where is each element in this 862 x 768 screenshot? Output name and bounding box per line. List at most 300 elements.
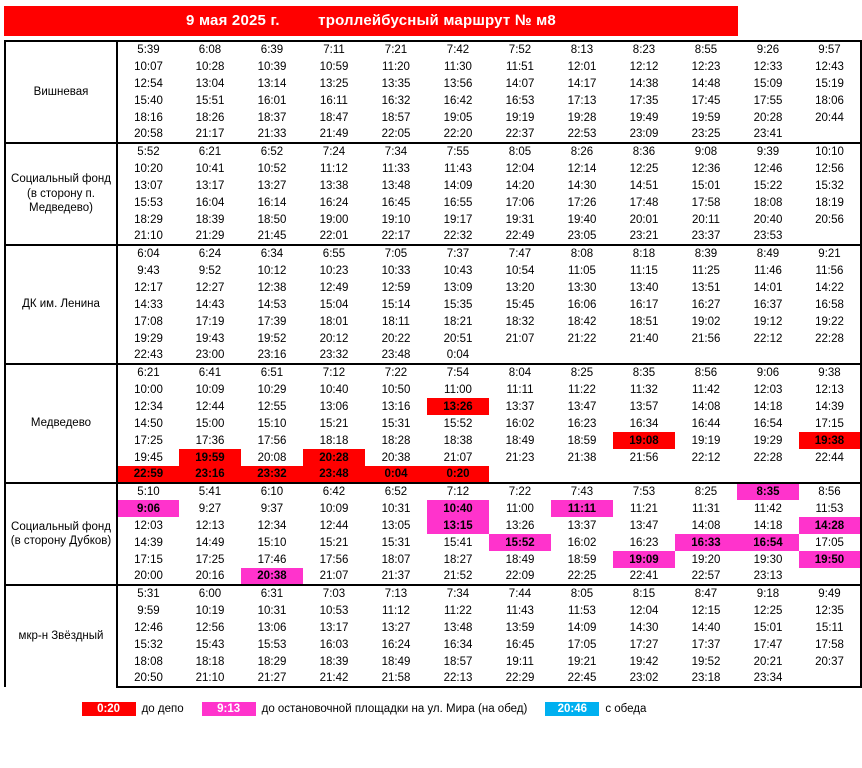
departure-time: 10:09 [319, 502, 349, 515]
departure-time: 23:13 [737, 568, 799, 585]
table-row [5, 398, 861, 415]
departure-time: 12:44 [195, 400, 225, 413]
departure-time: 19:02 [691, 315, 721, 328]
departure-time: 14:33 [134, 298, 163, 311]
table-row [5, 500, 861, 517]
departure-time: 7:03 [303, 585, 365, 602]
departure-time: 11:43 [506, 604, 534, 617]
departure-time [799, 670, 861, 687]
departure-time: 20:44 [799, 109, 861, 126]
stop-name: Социальный фонд (в сторону Дубков) [5, 483, 117, 585]
departure-time: 12:27 [195, 281, 225, 294]
departure-time: 7:12 [303, 364, 365, 381]
departure-time: 22:41 [613, 568, 675, 585]
departure-time: 14:01 [753, 281, 783, 294]
departure-time: 20:51 [443, 332, 473, 345]
departure-time: 19:59 [179, 449, 241, 466]
departure-time: 16:04 [195, 196, 225, 209]
departure-time: 12:34 [134, 400, 163, 413]
departure-time: 18:16 [134, 111, 163, 124]
departure-time [799, 228, 861, 245]
departure-time: 15:53 [257, 638, 287, 651]
departure-time: 8:18 [613, 245, 675, 262]
departure-time: 17:26 [567, 196, 597, 209]
page-header [4, 6, 738, 36]
departure-time: 22:13 [427, 670, 489, 687]
departure-time: 20:40 [753, 213, 783, 226]
departure-time: 10:50 [381, 383, 411, 396]
departure-time: 19:40 [567, 213, 597, 226]
departure-time: 20:38 [241, 568, 303, 585]
departure-time: 10:00 [134, 383, 163, 396]
departure-time [489, 347, 551, 364]
departure-time: 15:41 [443, 536, 473, 549]
departure-time: 17:05 [567, 638, 597, 651]
departure-time: 13:15 [427, 517, 489, 534]
departure-time: 19:29 [753, 434, 783, 447]
departure-time: 17:39 [257, 315, 287, 328]
departure-time: 21:22 [567, 332, 597, 345]
departure-time: 18:49 [505, 553, 535, 566]
departure-time: 13:06 [319, 400, 349, 413]
departure-time: 5:39 [117, 41, 179, 58]
departure-time: 21:49 [303, 126, 365, 143]
departure-time: 6:21 [117, 364, 179, 381]
departure-time: 17:46 [257, 553, 287, 566]
departure-time: 7:37 [427, 245, 489, 262]
departure-time: 13:37 [567, 519, 597, 532]
departure-time: 12:14 [567, 162, 597, 175]
departure-time: 9:27 [198, 502, 222, 515]
departure-time: 15:31 [381, 417, 411, 430]
departure-time: 10:23 [319, 264, 349, 277]
departure-time: 14:30 [567, 179, 597, 192]
departure-time: 10:29 [257, 383, 287, 396]
departure-time [613, 347, 675, 364]
departure-time: 18:57 [381, 111, 411, 124]
departure-time: 18:47 [319, 111, 349, 124]
departure-time: 16:45 [505, 638, 535, 651]
departure-time: 8:39 [675, 245, 737, 262]
departure-time: 20:22 [381, 332, 411, 345]
departure-time: 13:40 [629, 281, 659, 294]
departure-time: 7:54 [427, 364, 489, 381]
departure-time: 11:53 [568, 604, 596, 617]
departure-time: 21:23 [505, 451, 535, 464]
departure-time: 22:49 [489, 228, 551, 245]
departure-time: 12:01 [567, 60, 597, 73]
header-route: троллейбусный маршрут № м8 [318, 12, 556, 29]
departure-time: 15:04 [319, 298, 349, 311]
departure-time: 10:53 [319, 604, 349, 617]
departure-time: 9:43 [137, 264, 160, 277]
table-row [5, 58, 861, 75]
departure-time: 21:38 [567, 451, 597, 464]
departure-time: 13:16 [381, 400, 411, 413]
departure-time: 21:10 [117, 228, 179, 245]
departure-time: 13:59 [505, 621, 535, 634]
departure-time: 10:07 [134, 60, 163, 73]
departure-time: 16:45 [381, 196, 411, 209]
departure-time: 14:08 [691, 519, 721, 532]
departure-time: 8:56 [675, 364, 737, 381]
departure-time: 7:34 [365, 143, 427, 160]
departure-time: 22:29 [489, 670, 551, 687]
departure-time: 17:19 [195, 315, 225, 328]
departure-time: 9:06 [117, 500, 179, 517]
departure-time: 19:12 [753, 315, 783, 328]
departure-time: 6:52 [241, 143, 303, 160]
departure-time: 20:16 [179, 568, 241, 585]
departure-time: 16:32 [381, 94, 411, 107]
departure-time: 7:44 [489, 585, 551, 602]
departure-time: 11:20 [382, 60, 410, 73]
departure-time: 13:17 [195, 179, 225, 192]
departure-time: 23:18 [675, 670, 737, 687]
table-row [5, 636, 861, 653]
departure-time: 15:01 [691, 179, 721, 192]
departure-time: 10:33 [381, 264, 411, 277]
departure-time: 14:39 [799, 398, 861, 415]
departure-time: 9:18 [737, 585, 799, 602]
departure-time: 11:21 [630, 502, 658, 515]
departure-time: 21:42 [303, 670, 365, 687]
departure-time: 20:28 [753, 111, 783, 124]
departure-time: 8:49 [737, 245, 799, 262]
departure-time: 13:06 [257, 621, 287, 634]
departure-time: 19:11 [506, 655, 534, 668]
departure-time [675, 466, 737, 483]
table-row [5, 160, 861, 177]
departure-time: 13:20 [505, 281, 535, 294]
departure-time: 8:25 [675, 483, 737, 500]
departure-time: 18:08 [134, 655, 163, 668]
departure-time: 22:20 [427, 126, 489, 143]
table-row [5, 432, 861, 449]
departure-time: 20:11 [692, 213, 720, 226]
departure-time: 12:17 [134, 281, 163, 294]
departure-time: 14:30 [629, 621, 659, 634]
departure-time: 11:00 [444, 383, 472, 396]
departure-time: 12:46 [753, 162, 783, 175]
departure-time: 21:52 [427, 568, 489, 585]
departure-time: 23:09 [613, 126, 675, 143]
departure-time: 17:37 [691, 638, 721, 651]
departure-time: 13:07 [134, 179, 163, 192]
departure-time: 15:53 [134, 196, 163, 209]
departure-time: 12:56 [195, 621, 225, 634]
departure-time: 9:59 [137, 604, 160, 617]
departure-time: 7:52 [489, 41, 551, 58]
departure-time: 18:59 [567, 434, 597, 447]
table-row [5, 245, 861, 262]
departure-time: 19:52 [691, 655, 721, 668]
departure-time: 17:13 [567, 94, 597, 107]
departure-time: 11:00 [506, 502, 534, 515]
departure-time: 18:08 [753, 196, 783, 209]
departure-time: 14:07 [505, 77, 535, 90]
departure-time: 12:43 [799, 58, 861, 75]
departure-time: 15:45 [505, 298, 535, 311]
departure-time: 13:56 [443, 77, 473, 90]
departure-time: 14:08 [691, 400, 721, 413]
departure-time: 8:36 [613, 143, 675, 160]
departure-time: 12:03 [753, 383, 783, 396]
departure-time: 10:20 [134, 162, 163, 175]
departure-time: 20:00 [117, 568, 179, 585]
departure-time: 15:11 [799, 619, 861, 636]
departure-time: 14:17 [567, 77, 597, 90]
departure-time: 18:29 [134, 213, 163, 226]
departure-time: 22:01 [303, 228, 365, 245]
departure-time: 14:22 [799, 279, 861, 296]
table-row [5, 262, 861, 279]
departure-time: 21:37 [365, 568, 427, 585]
departure-time: 8:05 [551, 585, 613, 602]
departure-time: 18:11 [382, 315, 410, 328]
departure-time: 13:35 [381, 77, 411, 90]
departure-time: 19:29 [134, 332, 163, 345]
departure-time: 16:03 [319, 638, 349, 651]
departure-time: 7:05 [365, 245, 427, 262]
departure-time: 23:34 [737, 670, 799, 687]
departure-time: 20:37 [799, 653, 861, 670]
departure-time: 12:13 [799, 381, 861, 398]
departure-time: 18:50 [257, 213, 287, 226]
departure-time: 0:20 [427, 466, 489, 483]
departure-time: 18:19 [799, 194, 861, 211]
departure-time: 16:23 [567, 417, 597, 430]
departure-time [799, 126, 861, 143]
departure-time: 13:27 [381, 621, 411, 634]
departure-time: 15:10 [257, 536, 287, 549]
departure-time: 18:18 [319, 434, 349, 447]
departure-time: 15:10 [257, 417, 287, 430]
departure-time: 10:09 [195, 383, 225, 396]
departure-time: 13:27 [257, 179, 287, 192]
departure-time: 15:09 [753, 77, 783, 90]
departure-time: 19:43 [195, 332, 225, 345]
departure-time: 12:04 [629, 604, 659, 617]
departure-time: 6:10 [241, 483, 303, 500]
table-row [5, 534, 861, 551]
table-row [5, 517, 861, 534]
table-row [5, 126, 861, 143]
departure-time: 9:08 [675, 143, 737, 160]
departure-time: 11:05 [568, 264, 596, 277]
departure-time: 19:30 [753, 553, 783, 566]
departure-time: 16:01 [257, 94, 287, 107]
stop-name: ДК им. Ленина [5, 245, 117, 364]
departure-time: 19:08 [613, 432, 675, 449]
departure-time: 19:00 [319, 213, 349, 226]
departure-time: 13:48 [443, 621, 473, 634]
departure-time: 8:08 [551, 245, 613, 262]
table-row [5, 177, 861, 194]
table-row [5, 364, 861, 381]
departure-time: 21:07 [303, 568, 365, 585]
table-row [5, 466, 861, 483]
departure-time: 6:42 [303, 483, 365, 500]
table-row [5, 551, 861, 568]
departure-time: 7:34 [427, 585, 489, 602]
departure-time: 15:31 [381, 536, 411, 549]
departure-time: 19:19 [691, 434, 721, 447]
table-row [5, 619, 861, 636]
departure-time: 17:58 [799, 636, 861, 653]
departure-time [737, 466, 799, 483]
departure-time: 15:40 [134, 94, 163, 107]
departure-time: 13:25 [319, 77, 349, 90]
departure-time: 17:55 [753, 94, 783, 107]
departure-time: 14:50 [134, 417, 163, 430]
departure-time: 12:49 [319, 281, 349, 294]
departure-time: 10:40 [427, 500, 489, 517]
departure-time: 21:33 [241, 126, 303, 143]
departure-time: 22:45 [551, 670, 613, 687]
departure-time: 6:24 [179, 245, 241, 262]
departure-time: 13:38 [319, 179, 349, 192]
departure-time: 22:09 [489, 568, 551, 585]
departure-time: 7:21 [365, 41, 427, 58]
departure-time: 19:28 [567, 111, 597, 124]
departure-time: 20:38 [381, 451, 411, 464]
departure-time: 18:18 [195, 655, 225, 668]
departure-time: 9:37 [260, 502, 284, 515]
departure-time: 7:42 [427, 41, 489, 58]
departure-time: 23:41 [737, 126, 799, 143]
departure-time: 22:12 [691, 451, 721, 464]
departure-time: 14:09 [443, 179, 473, 192]
departure-time: 6:04 [117, 245, 179, 262]
departure-time: 14:28 [799, 517, 861, 534]
departure-time: 12:56 [799, 160, 861, 177]
departure-time: 12:44 [319, 519, 349, 532]
departure-time: 22:28 [753, 451, 783, 464]
table-row [5, 41, 861, 58]
table-row [5, 585, 861, 602]
departure-time: 9:06 [737, 364, 799, 381]
departure-time: 18:39 [319, 655, 349, 668]
table-row [5, 296, 861, 313]
departure-time: 11:32 [630, 383, 658, 396]
departure-time: 11:25 [692, 264, 720, 277]
departure-time: 21:56 [691, 332, 721, 345]
departure-time: 13:26 [505, 519, 535, 532]
departure-time: 15:01 [753, 621, 783, 634]
departure-time: 23:32 [241, 466, 303, 483]
departure-time: 16:23 [629, 536, 659, 549]
departure-time: 15:52 [489, 534, 551, 551]
departure-time: 16:42 [443, 94, 473, 107]
departure-time: 17:56 [319, 553, 349, 566]
departure-time: 7:24 [303, 143, 365, 160]
departure-time: 10:12 [257, 264, 287, 277]
departure-time: 18:57 [443, 655, 473, 668]
departure-time: 12:46 [134, 621, 163, 634]
departure-time: 19:17 [443, 213, 473, 226]
departure-time: 11:46 [754, 264, 782, 277]
departure-time: 16:44 [691, 417, 721, 430]
departure-time: 15:32 [134, 638, 163, 651]
departure-time: 19:45 [134, 451, 163, 464]
departure-time: 0:04 [427, 347, 489, 364]
departure-time: 18:27 [443, 553, 473, 566]
departure-time: 20:58 [117, 126, 179, 143]
departure-time: 22:28 [799, 330, 861, 347]
departure-time: 16:14 [257, 196, 287, 209]
departure-time: 9:26 [737, 41, 799, 58]
departure-time [799, 347, 861, 364]
departure-time: 13:51 [691, 281, 721, 294]
departure-time: 16:53 [505, 94, 535, 107]
departure-time: 5:10 [117, 483, 179, 500]
departure-time [613, 466, 675, 483]
departure-time: 20:28 [303, 449, 365, 466]
departure-time: 18:51 [629, 315, 659, 328]
departure-time [799, 568, 861, 585]
departure-time: 12:54 [134, 77, 163, 90]
departure-time: 6:31 [241, 585, 303, 602]
table-row [5, 194, 861, 211]
departure-time: 13:30 [567, 281, 597, 294]
table-row [5, 313, 861, 330]
departure-time: 18:07 [381, 553, 411, 566]
departure-time: 22:25 [551, 568, 613, 585]
departure-time: 13:47 [629, 519, 659, 532]
departure-time: 22:53 [551, 126, 613, 143]
departure-time: 18:38 [443, 434, 473, 447]
departure-time: 14:18 [753, 519, 783, 532]
legend-text-depot: до депо [141, 703, 184, 715]
departure-time: 17:35 [629, 94, 659, 107]
departure-time: 19:09 [613, 551, 675, 568]
table-row [5, 568, 861, 585]
departure-time: 23:37 [675, 228, 737, 245]
departure-time: 22:57 [675, 568, 737, 585]
departure-time: 13:47 [567, 400, 597, 413]
departure-time [737, 347, 799, 364]
departure-time: 11:33 [382, 162, 410, 175]
departure-time: 10:41 [195, 162, 225, 175]
departure-time: 17:27 [629, 638, 659, 651]
departure-time: 17:06 [505, 196, 535, 209]
departure-time: 19:20 [691, 553, 721, 566]
departure-time: 22:59 [117, 466, 179, 483]
departure-time: 18:37 [257, 111, 287, 124]
departure-time: 10:59 [319, 60, 349, 73]
departure-time: 11:56 [799, 262, 861, 279]
stop-name: мкр-н Звёздный [5, 585, 117, 687]
departure-time: 14:09 [567, 621, 597, 634]
departure-time: 6:52 [365, 483, 427, 500]
departure-time: 21:17 [179, 126, 241, 143]
table-row [5, 347, 861, 364]
departure-time: 21:07 [443, 451, 473, 464]
departure-time: 15:14 [381, 298, 411, 311]
departure-time: 15:35 [443, 298, 473, 311]
departure-time: 13:17 [319, 621, 349, 634]
departure-time: 16:55 [443, 196, 473, 209]
departure-time: 12:15 [691, 604, 721, 617]
table-row [5, 228, 861, 245]
departure-time: 14:18 [753, 400, 783, 413]
departure-time: 8:47 [675, 585, 737, 602]
departure-time: 11:42 [692, 383, 720, 396]
departure-time: 23:16 [179, 466, 241, 483]
departure-time: 19:59 [691, 111, 721, 124]
stop-name: Социальный фонд (в сторону п. Медведево) [5, 143, 117, 245]
